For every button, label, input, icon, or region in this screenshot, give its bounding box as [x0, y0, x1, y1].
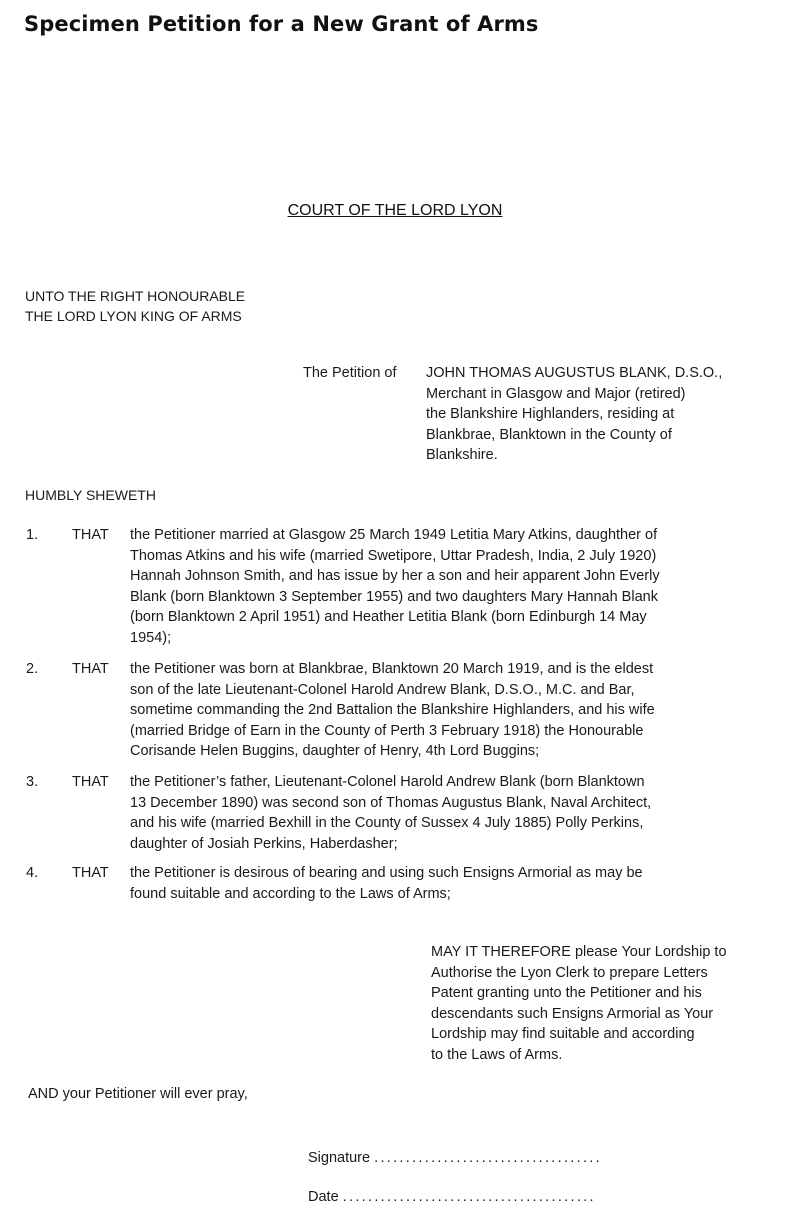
- paragraph-line: the Petitioner married at Glasgow 25 March 1949 Letitia Mary Atkins, daughther of: [130, 527, 658, 543]
- signature-field[interactable]: [308, 1150, 602, 1166]
- paragraph-number: 3.: [26, 774, 39, 790]
- paragraph-line: found suitable and according to the Laws of Arms;: [130, 885, 451, 902]
- paragraph-line: 13 December 1890) was second son of Thomas Augustus Blank, Naval Architect,: [130, 794, 652, 811]
- paragraph-that: THAT: [72, 774, 109, 790]
- paragraph-line: the Petitioner was born at Blankbrae, Blanktown 20 March 1919, and is the eldest: [130, 661, 654, 677]
- paragraph-line: sometime commanding the 2nd Battalion the Blankshire Highlanders, and his wife: [130, 702, 655, 718]
- date-field[interactable]: [308, 1189, 596, 1205]
- prayer-block: [431, 942, 776, 1065]
- paragraph-line: the Petitioner is desirous of bearing and using such Ensigns Armorial as may be: [130, 865, 643, 881]
- signature-label: Signature: [308, 1150, 371, 1166]
- paragraph-line: 1954);: [130, 629, 172, 646]
- petition-of-label: The Petition of: [303, 365, 397, 381]
- paragraph-line: (married Bridge of Earn in the County of Perth 3 February 1918) the Honourable: [130, 722, 644, 739]
- paragraph-line: son of the late Lieutenant-Colonel Harold Andrew Blank, D.S.O., M.C. and Bar,: [130, 681, 635, 698]
- paragraph-number: 4.: [26, 865, 39, 881]
- petitioner-line: Blankbrae, Blanktown in the County of: [426, 426, 672, 443]
- prayer-line: MAY IT THEREFORE please Your Lordship to: [431, 944, 727, 960]
- petitioner-line: Merchant in Glasgow and Major (retired): [426, 385, 686, 402]
- paragraph-that: THAT: [72, 527, 109, 543]
- prayer-line: Patent granting unto the Petitioner and his: [431, 985, 702, 1001]
- addressee-line: THE LORD LYON KING OF ARMS: [25, 308, 242, 324]
- closing-line: AND your Petitioner will ever pray,: [28, 1086, 248, 1102]
- paragraph-body: [130, 772, 780, 854]
- paragraph-line: (born Blanktown 2 April 1951) and Heather Letitia Blank (born Edinburgh 14 May: [130, 609, 647, 625]
- page-title: Specimen Petition for a New Grant of Arms: [24, 12, 539, 36]
- prayer-line: Authorise the Lyon Clerk to prepare Letters: [431, 964, 708, 981]
- signature-dots: ....................................: [374, 1150, 602, 1166]
- petitioner-line: Blankshire.: [426, 447, 498, 463]
- paragraph-that: THAT: [72, 661, 109, 677]
- paragraph-line: Thomas Atkins and his wife (married Swetipore, Uttar Pradesh, India, 2 July 1920): [130, 547, 657, 564]
- petitioner-details: [426, 363, 786, 466]
- paragraph-body: [130, 659, 780, 762]
- prayer-line: to the Laws of Arms.: [431, 1046, 563, 1063]
- prayer-line: Lordship may find suitable and according: [431, 1026, 695, 1042]
- paragraph-line: daughter of Josiah Perkins, Haberdasher;: [130, 835, 398, 852]
- paragraph-line: Blank (born Blanktown 3 September 1955) and two daughters Mary Hannah Blank: [130, 588, 658, 605]
- date-dots: ........................................: [342, 1189, 596, 1205]
- paragraph-number: 2.: [26, 661, 39, 677]
- paragraph-that: THAT: [72, 865, 109, 881]
- prayer-line: descendants such Ensigns Armorial as Your: [431, 1005, 714, 1022]
- court-heading: COURT OF THE LORD LYON: [287, 202, 503, 219]
- paragraph-number: 1.: [26, 527, 39, 543]
- paragraph-line: the Petitioner’s father, Lieutenant-Colonel Harold Andrew Blank (born Blanktown: [130, 774, 645, 790]
- date-label: Date: [308, 1189, 339, 1205]
- petitioner-line: JOHN THOMAS AUGUSTUS BLANK, D.S.O.,: [426, 365, 723, 381]
- petitioner-line: the Blankshire Highlanders, residing at: [426, 406, 675, 422]
- paragraph-line: Hannah Johnson Smith, and has issue by her a son and heir apparent John Everly: [130, 568, 660, 584]
- paragraph-body: [130, 525, 780, 648]
- paragraph-body: [130, 863, 780, 904]
- addressee-block: [25, 286, 245, 326]
- paragraph-line: and his wife (married Bexhill in the County of Sussex 4 July 1885) Polly Perkins,: [130, 815, 644, 831]
- humbly-sheweth-heading: HUMBLY SHEWETH: [25, 487, 156, 503]
- paragraph-line: Corisande Helen Buggins, daughter of Henry, 4th Lord Buggins;: [130, 743, 540, 759]
- addressee-line: UNTO THE RIGHT HONOURABLE: [25, 288, 246, 304]
